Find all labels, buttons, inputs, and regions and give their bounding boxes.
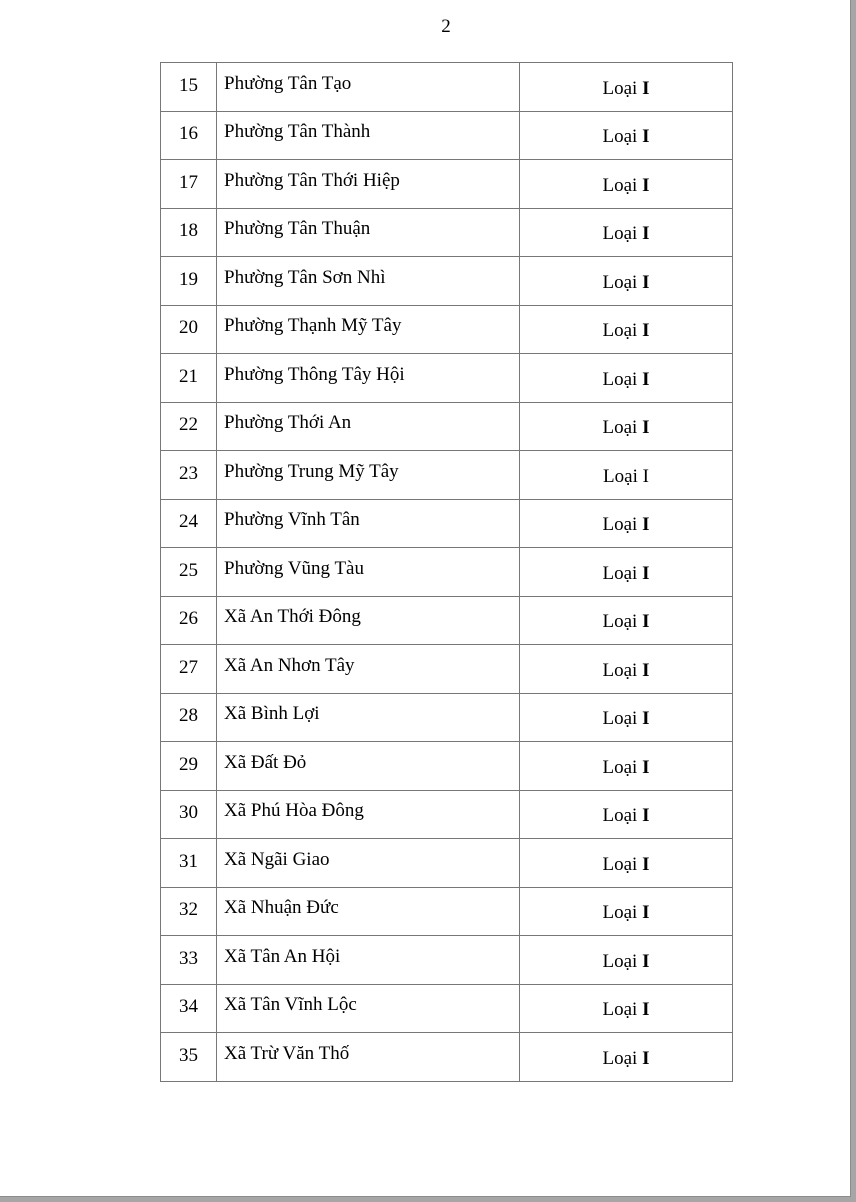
page-number: 2 xyxy=(441,16,451,37)
unit-name-cell xyxy=(217,984,520,1033)
row-number-cell xyxy=(161,160,217,209)
unit-type-word: Loại xyxy=(602,999,638,1021)
unit-type xyxy=(603,369,650,390)
unit-type-level: I xyxy=(642,271,650,293)
unit-type-word: Loại xyxy=(602,708,638,730)
unit-name-cell xyxy=(217,208,520,257)
unit-type-cell xyxy=(520,887,733,936)
unit-name-cell xyxy=(217,305,520,354)
unit-type-level: I xyxy=(642,853,650,875)
unit-name-cell xyxy=(217,790,520,839)
unit-name-cell xyxy=(217,742,520,791)
unit-type-word: Loại xyxy=(602,320,638,342)
row-number: 33 xyxy=(179,947,198,969)
row-number: 19 xyxy=(179,268,198,290)
unit-name: Xã Ngãi Giao xyxy=(224,848,330,870)
table-row xyxy=(161,1033,733,1082)
unit-type-word: Loại xyxy=(603,465,638,487)
unit-type-level: I xyxy=(642,368,650,390)
row-number-cell xyxy=(161,208,217,257)
unit-type-level: I xyxy=(642,465,649,487)
unit-type-level: I xyxy=(642,708,650,730)
row-number-cell xyxy=(161,548,217,597)
unit-name: Xã Phú Hòa Đông xyxy=(224,800,364,822)
unit-type xyxy=(603,126,650,147)
unit-type xyxy=(603,611,650,632)
row-number: 21 xyxy=(179,365,198,387)
table-row xyxy=(161,645,733,694)
administrative-units-table xyxy=(160,62,733,1082)
unit-type-word: Loại xyxy=(602,805,638,827)
unit-type-cell xyxy=(520,208,733,257)
row-number: 15 xyxy=(179,74,198,96)
table-row xyxy=(161,887,733,936)
unit-type-word: Loại xyxy=(602,611,638,633)
row-number: 27 xyxy=(179,656,198,678)
unit-name: Xã Bình Lợi xyxy=(224,703,320,725)
unit-type-level: I xyxy=(642,417,650,439)
unit-type-cell xyxy=(520,548,733,597)
unit-name-cell xyxy=(217,887,520,936)
unit-type xyxy=(603,272,650,293)
unit-name: Phường Tân Sơn Nhì xyxy=(224,266,386,288)
unit-type xyxy=(603,78,650,99)
unit-type-level: I xyxy=(642,1047,650,1069)
unit-type-word: Loại xyxy=(602,756,638,778)
unit-name: Xã Đất Đỏ xyxy=(224,751,307,773)
row-number-cell xyxy=(161,257,217,306)
unit-type-cell xyxy=(520,305,733,354)
unit-type-cell xyxy=(520,742,733,791)
unit-name-cell xyxy=(217,693,520,742)
unit-type xyxy=(603,708,650,729)
unit-type-word: Loại xyxy=(602,223,638,245)
unit-type xyxy=(603,223,650,244)
unit-type-word: Loại xyxy=(602,126,638,148)
row-number-cell xyxy=(161,354,217,403)
table-row xyxy=(161,63,733,112)
unit-type xyxy=(603,514,650,535)
row-number: 34 xyxy=(179,996,198,1018)
unit-type xyxy=(603,320,650,341)
table-row xyxy=(161,160,733,209)
unit-type-level: I xyxy=(642,562,650,584)
row-number: 26 xyxy=(179,608,198,630)
row-number-cell xyxy=(161,742,217,791)
row-number: 29 xyxy=(179,753,198,775)
table-row xyxy=(161,451,733,500)
unit-type-cell xyxy=(520,693,733,742)
row-number-cell xyxy=(161,984,217,1033)
table-row xyxy=(161,936,733,985)
unit-type-cell xyxy=(520,984,733,1033)
row-number-cell xyxy=(161,499,217,548)
unit-name-cell xyxy=(217,402,520,451)
unit-type-word: Loại xyxy=(602,853,638,875)
row-number: 16 xyxy=(179,123,198,145)
unit-type-word: Loại xyxy=(602,417,638,439)
table-row xyxy=(161,839,733,888)
table-row xyxy=(161,693,733,742)
unit-type-level: I xyxy=(642,77,650,99)
unit-name-cell xyxy=(217,354,520,403)
unit-type-cell xyxy=(520,790,733,839)
row-number-cell xyxy=(161,111,217,160)
unit-type xyxy=(603,805,650,826)
table-row xyxy=(161,984,733,1033)
row-number-cell xyxy=(161,402,217,451)
unit-name-cell xyxy=(217,111,520,160)
row-number: 18 xyxy=(179,220,198,242)
unit-type-cell xyxy=(520,451,733,500)
row-number: 31 xyxy=(179,850,198,872)
table-row xyxy=(161,548,733,597)
unit-type-level: I xyxy=(642,756,650,778)
row-number-cell xyxy=(161,451,217,500)
table-body xyxy=(161,63,733,1082)
unit-type-level: I xyxy=(642,902,650,924)
table-row xyxy=(161,596,733,645)
unit-type-level: I xyxy=(642,659,650,681)
unit-type-level: I xyxy=(642,611,650,633)
row-number: 35 xyxy=(179,1044,198,1066)
unit-name-cell xyxy=(217,645,520,694)
unit-name: Phường Trung Mỹ Tây xyxy=(224,460,399,482)
table-row xyxy=(161,354,733,403)
unit-name-cell xyxy=(217,936,520,985)
unit-name: Xã Tân An Hội xyxy=(224,945,341,967)
row-number: 28 xyxy=(179,705,198,727)
unit-name-cell xyxy=(217,63,520,112)
unit-type-level: I xyxy=(642,320,650,342)
row-number-cell xyxy=(161,887,217,936)
row-number-cell xyxy=(161,839,217,888)
unit-type-cell xyxy=(520,1033,733,1082)
unit-type xyxy=(603,757,650,778)
unit-name-cell xyxy=(217,257,520,306)
unit-type-word: Loại xyxy=(602,271,638,293)
table-row xyxy=(161,790,733,839)
row-number-cell xyxy=(161,693,217,742)
unit-name: Phường Vĩnh Tân xyxy=(224,509,360,531)
unit-type-word: Loại xyxy=(602,174,638,196)
unit-name: Phường Thạnh Mỹ Tây xyxy=(224,315,402,337)
unit-type xyxy=(603,999,650,1020)
unit-type xyxy=(603,466,649,487)
row-number: 17 xyxy=(179,171,198,193)
unit-name: Phường Vũng Tàu xyxy=(224,557,364,579)
table-row xyxy=(161,111,733,160)
unit-name: Phường Tân Tạo xyxy=(224,72,352,94)
unit-type-level: I xyxy=(642,514,650,536)
row-number: 23 xyxy=(179,462,198,484)
unit-name: Xã An Thới Đông xyxy=(224,606,361,628)
row-number-cell xyxy=(161,596,217,645)
unit-type-cell xyxy=(520,499,733,548)
unit-type-level: I xyxy=(642,999,650,1021)
unit-name-cell xyxy=(217,1033,520,1082)
unit-type xyxy=(603,563,650,584)
unit-type-cell xyxy=(520,354,733,403)
unit-type-cell xyxy=(520,257,733,306)
unit-type xyxy=(603,854,650,875)
unit-type-word: Loại xyxy=(602,950,638,972)
unit-name: Xã An Nhơn Tây xyxy=(224,654,355,676)
unit-type-word: Loại xyxy=(602,902,638,924)
unit-type-cell xyxy=(520,645,733,694)
unit-name-cell xyxy=(217,596,520,645)
unit-name: Phường Tân Thành xyxy=(224,121,371,143)
table-row xyxy=(161,257,733,306)
unit-type-word: Loại xyxy=(602,1047,638,1069)
unit-type xyxy=(603,1048,650,1069)
unit-type xyxy=(603,660,650,681)
unit-type-word: Loại xyxy=(602,368,638,390)
unit-type xyxy=(603,902,650,923)
row-number: 24 xyxy=(179,511,198,533)
unit-type-level: I xyxy=(642,174,650,196)
unit-type-word: Loại xyxy=(602,514,638,536)
unit-name: Phường Thới An xyxy=(224,412,352,434)
unit-name-cell xyxy=(217,548,520,597)
row-number-cell xyxy=(161,63,217,112)
unit-type-level: I xyxy=(642,805,650,827)
unit-type-cell xyxy=(520,596,733,645)
unit-type-level: I xyxy=(642,223,650,245)
table-row xyxy=(161,402,733,451)
unit-type xyxy=(603,951,650,972)
unit-type-cell xyxy=(520,839,733,888)
unit-type-cell xyxy=(520,160,733,209)
unit-type-level: I xyxy=(642,950,650,972)
row-number: 32 xyxy=(179,899,198,921)
unit-type-word: Loại xyxy=(602,659,638,681)
row-number: 25 xyxy=(179,559,198,581)
unit-name-cell xyxy=(217,160,520,209)
unit-name-cell xyxy=(217,499,520,548)
unit-name-cell xyxy=(217,839,520,888)
row-number-cell xyxy=(161,645,217,694)
unit-type-cell xyxy=(520,402,733,451)
row-number: 20 xyxy=(179,317,198,339)
unit-type xyxy=(603,417,650,438)
unit-type-cell xyxy=(520,63,733,112)
unit-name: Xã Trừ Văn Thố xyxy=(224,1042,350,1064)
unit-name: Xã Tân Vĩnh Lộc xyxy=(224,994,357,1016)
row-number-cell xyxy=(161,790,217,839)
row-number-cell xyxy=(161,936,217,985)
unit-name: Xã Nhuận Đức xyxy=(224,897,339,919)
table-row xyxy=(161,499,733,548)
unit-type-word: Loại xyxy=(602,562,638,584)
unit-type-cell xyxy=(520,111,733,160)
unit-type-level: I xyxy=(642,126,650,148)
row-number: 30 xyxy=(179,802,198,824)
row-number-cell xyxy=(161,305,217,354)
unit-name: Phường Tân Thới Hiệp xyxy=(224,169,400,191)
unit-name: Phường Thông Tây Hội xyxy=(224,363,405,385)
unit-name: Phường Tân Thuận xyxy=(224,218,371,240)
unit-type-cell xyxy=(520,936,733,985)
table-row xyxy=(161,208,733,257)
unit-name-cell xyxy=(217,451,520,500)
row-number: 22 xyxy=(179,414,198,436)
table-row xyxy=(161,742,733,791)
unit-type-word: Loại xyxy=(602,77,638,99)
row-number-cell xyxy=(161,1033,217,1082)
unit-type xyxy=(603,175,650,196)
table-row xyxy=(161,305,733,354)
